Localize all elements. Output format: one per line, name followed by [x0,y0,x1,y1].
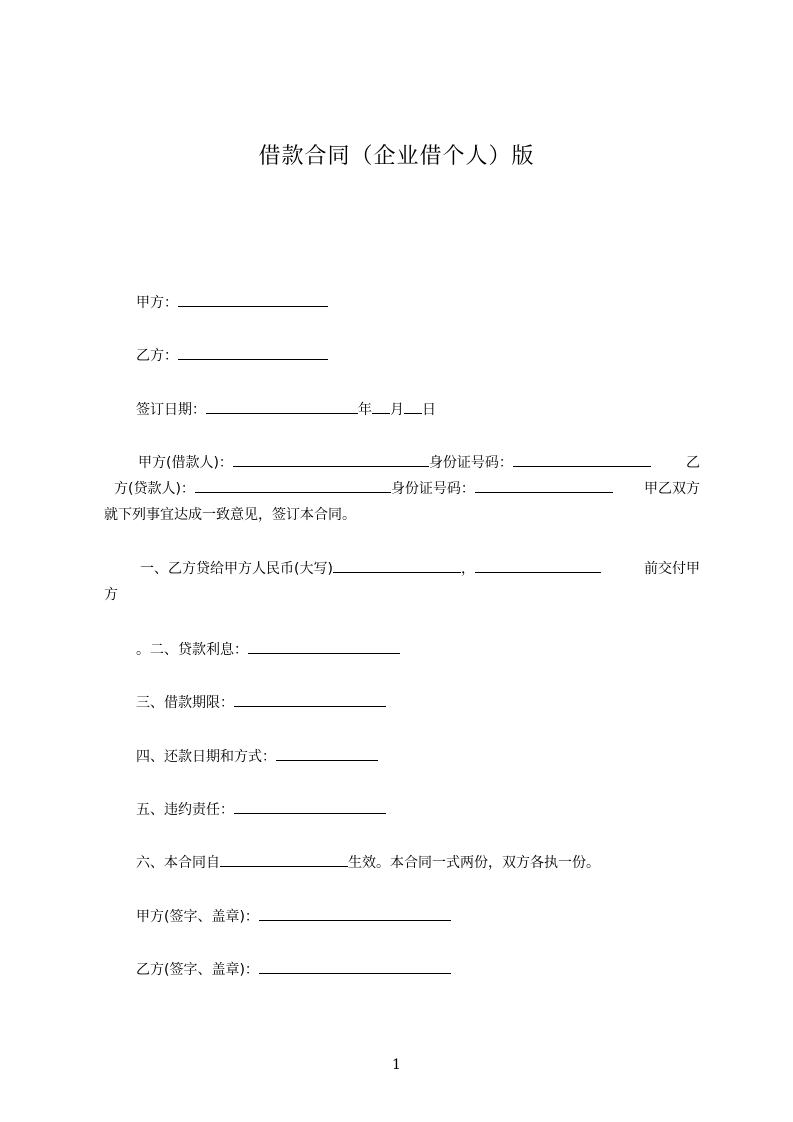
sign-date-line [136,398,436,420]
signature-a-line [136,905,451,927]
borrower-id-blank[interactable] [513,451,651,467]
clause-5-line [136,798,386,820]
year-label: 年 [358,402,372,418]
day-label: 日 [422,402,436,418]
signature-b-label: 乙方(签字、盖章)： [136,962,259,978]
signature-b-blank[interactable] [259,958,451,974]
borrower-name-blank[interactable] [233,451,429,467]
id-number-label-2: 身份证号码： [390,481,475,497]
clause-1 [104,556,700,608]
clause-2-label: 。二、贷款利息： [136,642,248,658]
id-number-label-1: 身份证号码： [428,455,513,471]
clause-1-row-1 [104,556,700,582]
clause-1-prefix: 一、乙方贷给甲方人民币(大写) [140,561,333,577]
intro-row-1-end: 乙 [686,455,700,471]
intro-row-1 [104,450,700,476]
clause-4-label: 四、还款日期和方式： [136,749,276,765]
interest-blank[interactable] [248,638,400,654]
clause-6-suffix: 生效。本合同一式两份，双方各执一份。 [348,855,600,871]
clause-1-comma: ， [460,561,475,577]
borrower-label: 甲方(借款人)： [138,455,233,471]
clause-1-wrap: 方 [104,587,118,603]
party-b-line [136,344,328,366]
clause-5-label: 五、违约责任： [136,802,234,818]
sign-date-label: 签订日期： [136,402,206,418]
loan-term-blank[interactable] [234,691,386,707]
intro-paragraph [104,450,700,528]
lender-label: 方(贷款人)： [114,481,195,497]
clause-4-line [136,745,378,767]
repayment-blank[interactable] [276,745,378,761]
clause-1-suffix: 前交付甲 [644,561,700,577]
sign-month-blank[interactable] [372,398,390,414]
party-a-label: 甲方： [136,295,178,311]
page-number: 1 [392,1057,401,1073]
signature-b-line [136,958,451,980]
party-a-blank[interactable] [178,291,328,307]
effective-date-blank[interactable] [220,851,348,867]
intro-row-2-text [114,476,613,502]
intro-row-1-text [138,450,651,476]
party-b-label: 乙方： [136,348,178,364]
clause-3-label: 三、借款期限： [136,695,234,711]
breach-liability-blank[interactable] [234,798,386,814]
signature-a-label: 甲方(签字、盖章)： [136,909,259,925]
clause-6-prefix: 六、本合同自 [136,855,220,871]
clause-1-text [140,556,601,582]
document-title: 借款合同（企业借个人）版 [258,144,535,169]
clause-3-line [136,691,386,713]
sign-day-blank[interactable] [404,398,422,414]
intro-row-3: 就下列事宜达成一致意见，签订本合同。 [104,507,356,523]
lender-id-blank[interactable] [475,477,613,493]
clause-6-line [136,851,600,873]
lender-name-blank[interactable] [195,477,391,493]
clause-2-line [136,638,400,660]
intro-row-2-end: 甲乙双方 [644,481,700,497]
delivery-date-blank[interactable] [475,557,601,573]
loan-amount-blank[interactable] [333,557,461,573]
sign-year-blank[interactable] [206,398,358,414]
party-b-blank[interactable] [178,344,328,360]
signature-a-blank[interactable] [259,905,451,921]
intro-row-2 [104,476,700,502]
month-label: 月 [390,402,404,418]
party-a-line [136,291,328,313]
